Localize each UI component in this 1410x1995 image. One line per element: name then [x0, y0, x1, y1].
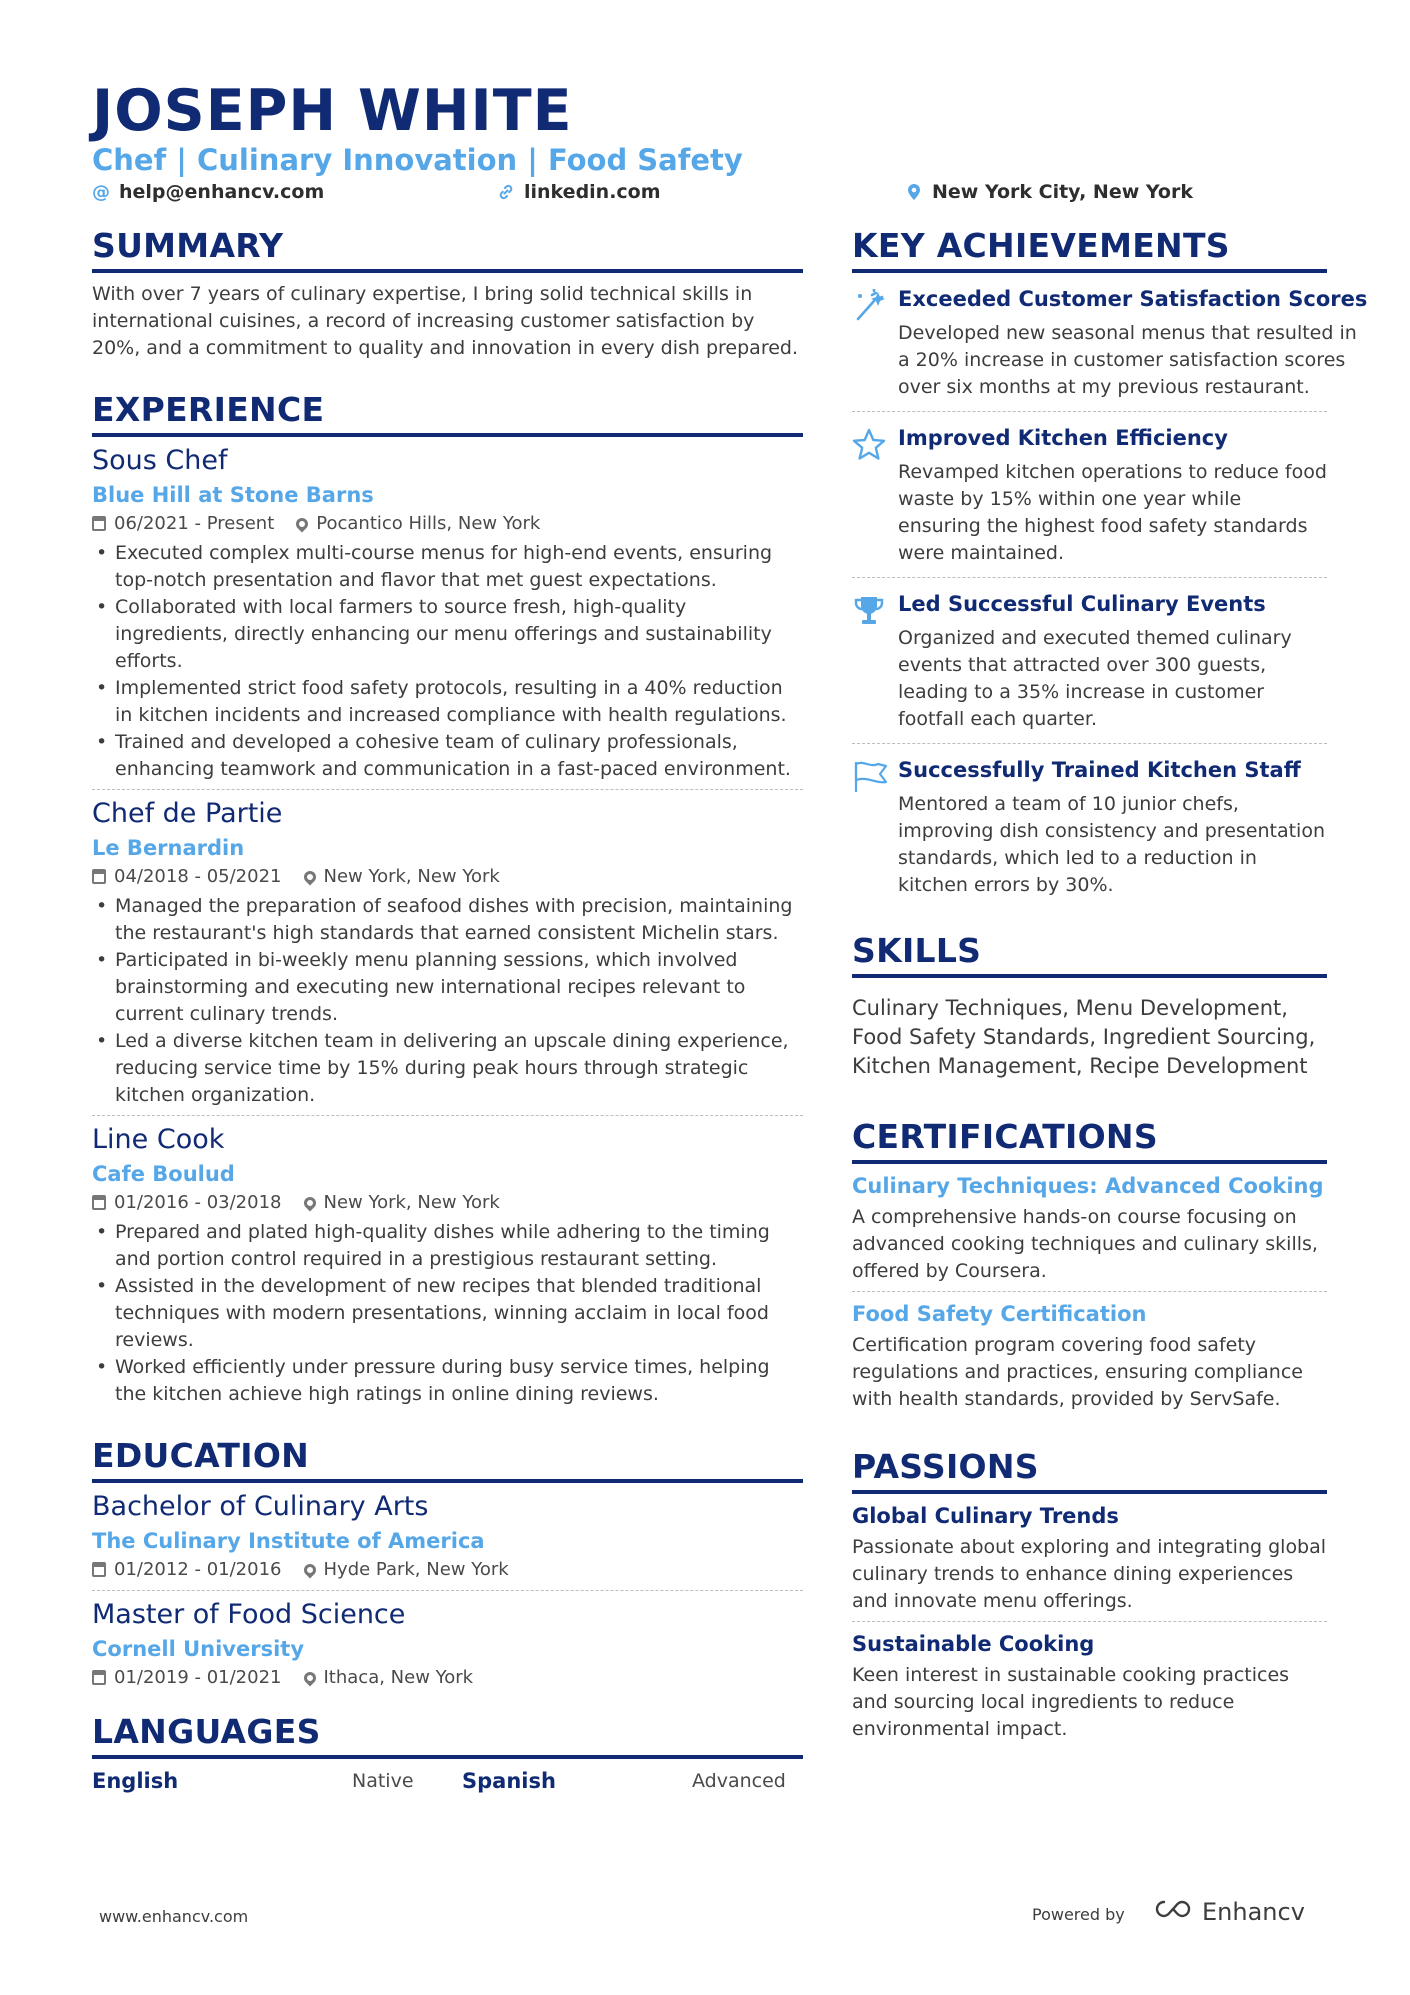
education-location: Ithaca, New York — [323, 1667, 474, 1688]
bullet-item: • Collaborated with local farmers to source fresh, high-quality ingredients, directly enhancing our menu offerings and sustainability efforts. — [92, 594, 803, 675]
contact-linkedin[interactable] — [497, 181, 661, 203]
calendar-icon — [92, 516, 106, 531]
education-location: Hyde Park, New York — [323, 1559, 509, 1580]
experience-item — [92, 1124, 803, 1414]
bullet-item: • Worked efficiently under pressure during busy service times, helping the kitchen achieve high ratings in online dining reviews. — [92, 1354, 803, 1408]
achievement-title: Exceeded Customer Satisfaction Scores — [898, 287, 1368, 311]
bullet-item: • Prepared and plated high-quality dishes while adhering to the timing and portion control required in a prestigious restaurant setting. — [92, 1219, 803, 1273]
skills-text: Culinary Techniques, Menu Development, Food Safety Standards, Ingredient Sourcing, Kitchen Management, Recipe Development — [852, 996, 1316, 1078]
achievement-text: Organized and executed themed culinary events that attracted over 300 guests, leading to a 35% increase in customer footfall each quarter. — [898, 627, 1292, 730]
achievement-title: Led Successful Culinary Events — [898, 592, 1266, 616]
calendar-icon — [92, 869, 106, 884]
job-bullets — [92, 1219, 803, 1408]
education-meta — [92, 1667, 803, 1688]
email-text: help@enhancv.com — [119, 181, 325, 203]
achievement-title: Successfully Trained Kitchen Staff — [898, 758, 1301, 782]
languages-row — [92, 1769, 803, 1793]
location-pin-icon — [301, 1194, 318, 1211]
summary-section — [92, 226, 803, 362]
company-name: Blue Hill at Stone Barns — [92, 483, 374, 507]
achievement-text: Developed new seasonal menus that resulted in a 20% increase in customer satisfaction scores over six months at my previous restaurant. — [898, 322, 1357, 398]
brand-name: Enhancv — [1202, 1898, 1305, 1926]
headline: Chef | Culinary Innovation | Food Safety — [92, 143, 743, 177]
calendar-icon — [92, 1670, 106, 1685]
certification-item — [852, 1292, 1327, 1419]
education-meta — [92, 1559, 803, 1580]
certification-text: A comprehensive hands-on course focusing on advanced cooking techniques and culinary skills, offered by Coursera. — [852, 1206, 1318, 1282]
job-title: Line Cook — [92, 1124, 225, 1155]
company-name: Cafe Boulud — [92, 1162, 235, 1186]
location-pin-icon — [301, 1669, 318, 1686]
experience-section — [92, 390, 803, 1414]
achievement-item — [852, 578, 1327, 744]
job-meta — [92, 1192, 803, 1213]
achievement-text: Revamped kitchen operations to reduce food waste by 15% within one year while ensuring the highest food safety standards were maintained. — [898, 461, 1327, 564]
contact-location — [905, 181, 1193, 203]
calendar-icon — [92, 1562, 106, 1577]
certification-text: Certification program covering food safety regulations and practices, ensuring compliance with health standards, provided by ServSafe. — [852, 1334, 1303, 1410]
location-text: New York City, New York — [932, 181, 1193, 203]
achievement-item — [852, 412, 1327, 578]
linkedin-text: linkedin.com — [524, 181, 661, 203]
achievement-item — [852, 273, 1368, 412]
language-name: English — [92, 1769, 179, 1793]
certification-title: Culinary Techniques: Advanced Cooking — [852, 1174, 1324, 1198]
bullet-item: • Assisted in the development of new recipes that blended traditional techniques with modern presentations, winning acclaim in local food reviews. — [92, 1273, 803, 1354]
job-dates: 01/2016 - 03/2018 — [114, 1192, 282, 1213]
passion-title: Global Culinary Trends — [852, 1504, 1119, 1528]
bullet-item: • Implemented strict food safety protocols, resulting in a 40% reduction in kitchen incidents and increased compliance with health regulations. — [92, 675, 803, 729]
achievement-title: Improved Kitchen Efficiency — [898, 426, 1228, 450]
experience-heading: EXPERIENCE — [92, 390, 803, 437]
achievement-item — [852, 744, 1327, 909]
trophy-icon — [852, 592, 898, 733]
job-location: Pocantico Hills, New York — [316, 513, 541, 534]
job-bullets — [92, 540, 803, 783]
achievements-section — [852, 226, 1368, 909]
candidate-name: JOSEPH WHITE — [92, 78, 573, 144]
skills-heading: SKILLS — [852, 931, 1327, 978]
achievements-heading: KEY ACHIEVEMENTS — [852, 226, 1327, 273]
flag-icon — [852, 758, 898, 899]
achievement-text: Mentored a team of 10 junior chefs, improving dish consistency and presentation standards, which led to a reduction in kitchen errors by 30%. — [898, 793, 1325, 896]
location-pin-icon — [301, 1561, 318, 1578]
right-column — [852, 226, 1368, 1749]
bullet-item: • Managed the preparation of seafood dishes with precision, maintaining the restaurant's high standards that earned consistent Michelin stars. — [92, 893, 803, 947]
passion-text: Passionate about exploring and integrating global culinary trends to enhance dining experiences and innovate menu offerings. — [852, 1536, 1327, 1612]
experience-item — [92, 798, 803, 1116]
languages-heading: LANGUAGES — [92, 1712, 803, 1759]
language-name: Spanish — [462, 1769, 556, 1793]
job-dates: 06/2021 - Present — [114, 513, 275, 534]
degree-title: Bachelor of Culinary Arts — [92, 1491, 429, 1522]
language-level: Advanced — [692, 1770, 786, 1792]
wand-icon — [852, 287, 898, 401]
job-location: New York, New York — [323, 866, 500, 887]
summary-text: With over 7 years of culinary expertise, I bring solid technical skills in international cuisines, a record of increasing customer satisfaction by 20%, and a commitment to quality and innovation in every dish prepared. — [92, 283, 798, 359]
job-location: New York, New York — [323, 1192, 500, 1213]
passion-text: Keen interest in sustainable cooking practices and sourcing local ingredients to reduce environmental impact. — [852, 1664, 1290, 1740]
education-dates: 01/2012 - 01/2016 — [114, 1559, 282, 1580]
skills-section — [852, 931, 1327, 1081]
language-level: Native — [352, 1770, 414, 1792]
link-icon — [497, 183, 515, 201]
school-name: The Culinary Institute of America — [92, 1529, 485, 1553]
left-column — [92, 226, 803, 1793]
bullet-item: • Trained and developed a cohesive team of culinary professionals, enhancing teamwork and communication in a fast-paced environment. — [92, 729, 803, 783]
education-heading: EDUCATION — [92, 1436, 803, 1483]
brand-logo[interactable] — [1150, 1897, 1305, 1927]
powered-by-label: Powered by — [1032, 1905, 1125, 1924]
bullet-item: • Led a diverse kitchen team in delivering an upscale dining experience, reducing service time by 15% during peak hours through strategic kitchen organization. — [92, 1028, 803, 1109]
bullet-item: • Participated in bi-weekly menu planning sessions, which involved brainstorming and executing new international recipes relevant to current culinary trends. — [92, 947, 803, 1028]
job-title: Chef de Partie — [92, 798, 283, 829]
certifications-heading: CERTIFICATIONS — [852, 1117, 1327, 1164]
company-name: Le Bernardin — [92, 836, 245, 860]
passions-heading: PASSIONS — [852, 1447, 1327, 1494]
education-section — [92, 1436, 803, 1694]
at-icon: @ — [92, 181, 110, 203]
languages-section — [92, 1712, 803, 1793]
contact-email[interactable] — [92, 181, 324, 203]
enhancv-logo-icon — [1150, 1897, 1196, 1927]
passion-item — [852, 1494, 1327, 1622]
passion-item — [852, 1622, 1327, 1749]
education-item — [92, 1599, 803, 1694]
job-title: Sous Chef — [92, 445, 228, 476]
footer-url[interactable]: www.enhancv.com — [99, 1907, 249, 1926]
job-dates: 04/2018 - 05/2021 — [114, 866, 282, 887]
job-meta — [92, 513, 803, 534]
education-dates: 01/2019 - 01/2021 — [114, 1667, 282, 1688]
certifications-section — [852, 1117, 1327, 1419]
job-bullets — [92, 893, 803, 1109]
location-pin-icon — [301, 868, 318, 885]
map-pin-icon — [905, 183, 923, 201]
education-item — [92, 1491, 803, 1591]
bullet-item: • Executed complex multi-course menus for high-end events, ensuring top-notch presentation and flavor that met guest expectations. — [92, 540, 803, 594]
calendar-icon — [92, 1195, 106, 1210]
degree-title: Master of Food Science — [92, 1599, 406, 1630]
certification-title: Food Safety Certification — [852, 1302, 1147, 1326]
passions-section — [852, 1447, 1327, 1749]
location-pin-icon — [294, 515, 311, 532]
certification-item — [852, 1164, 1327, 1292]
star-icon — [852, 426, 898, 567]
passion-title: Sustainable Cooking — [852, 1632, 1095, 1656]
summary-heading: SUMMARY — [92, 226, 803, 273]
job-meta — [92, 866, 803, 887]
experience-item — [92, 445, 803, 790]
school-name: Cornell University — [92, 1637, 305, 1661]
